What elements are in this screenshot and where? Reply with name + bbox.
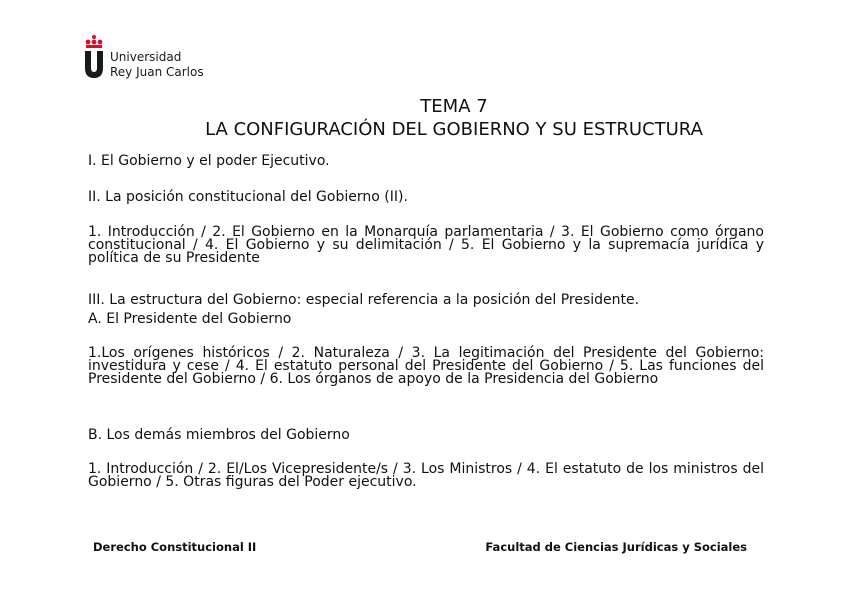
section-3a-items: 1.Los orígenes históricos / 2. Naturaleza / 3. La legitimación del Presidente del Gobierno: investidura y cese / 4. El estatuto personal del Presidente del Gobierno / 5. Las funciones del Presidente del Gobierno / 6. Los órganos de apoyo de la Presidencia del Gobierno	[88, 345, 764, 387]
footer-faculty: Facultad de Ciencias Jurídicas y Sociales	[485, 540, 747, 554]
section-3b-heading: B. Los demás miembros del Gobierno	[88, 427, 350, 443]
footer-course: Derecho Constitucional II	[93, 540, 257, 554]
section-2-heading: II. La posición constitucional del Gobierno (II).	[88, 189, 408, 205]
section-3b-items: 1. Introducción / 2. El/Los Vicepresidente/s / 3. Los Ministros / 4. El estatuto de los ministros del Gobierno / 5. Otras figuras del Poder ejecutivo.	[88, 461, 764, 490]
urjc-logo-icon	[83, 34, 105, 80]
university-logo	[83, 34, 223, 84]
section-2-items: 1. Introducción / 2. El Gobierno en la Monarquía parlamentaria / 3. El Gobierno como órgano constitucional / 4. El Gobierno y su delimitación / 5. El Gobierno y la supremacía jurídica y política de su Presidente	[88, 224, 764, 266]
section-3-heading: III. La estructura del Gobierno: especial referencia a la posición del Presidente.	[88, 292, 640, 308]
logo-text	[110, 50, 204, 80]
section-3a-heading: A. El Presidente del Gobierno	[88, 311, 292, 327]
logo-line-2: Rey Juan Carlos	[110, 65, 204, 79]
topic-title: LA CONFIGURACIÓN DEL GOBIERNO Y SU ESTRUCTURA	[205, 119, 703, 140]
logo-line-1: Universidad	[110, 50, 182, 64]
section-1-heading: I. El Gobierno y el poder Ejecutivo.	[88, 153, 330, 169]
topic-number: TEMA 7	[420, 96, 488, 117]
